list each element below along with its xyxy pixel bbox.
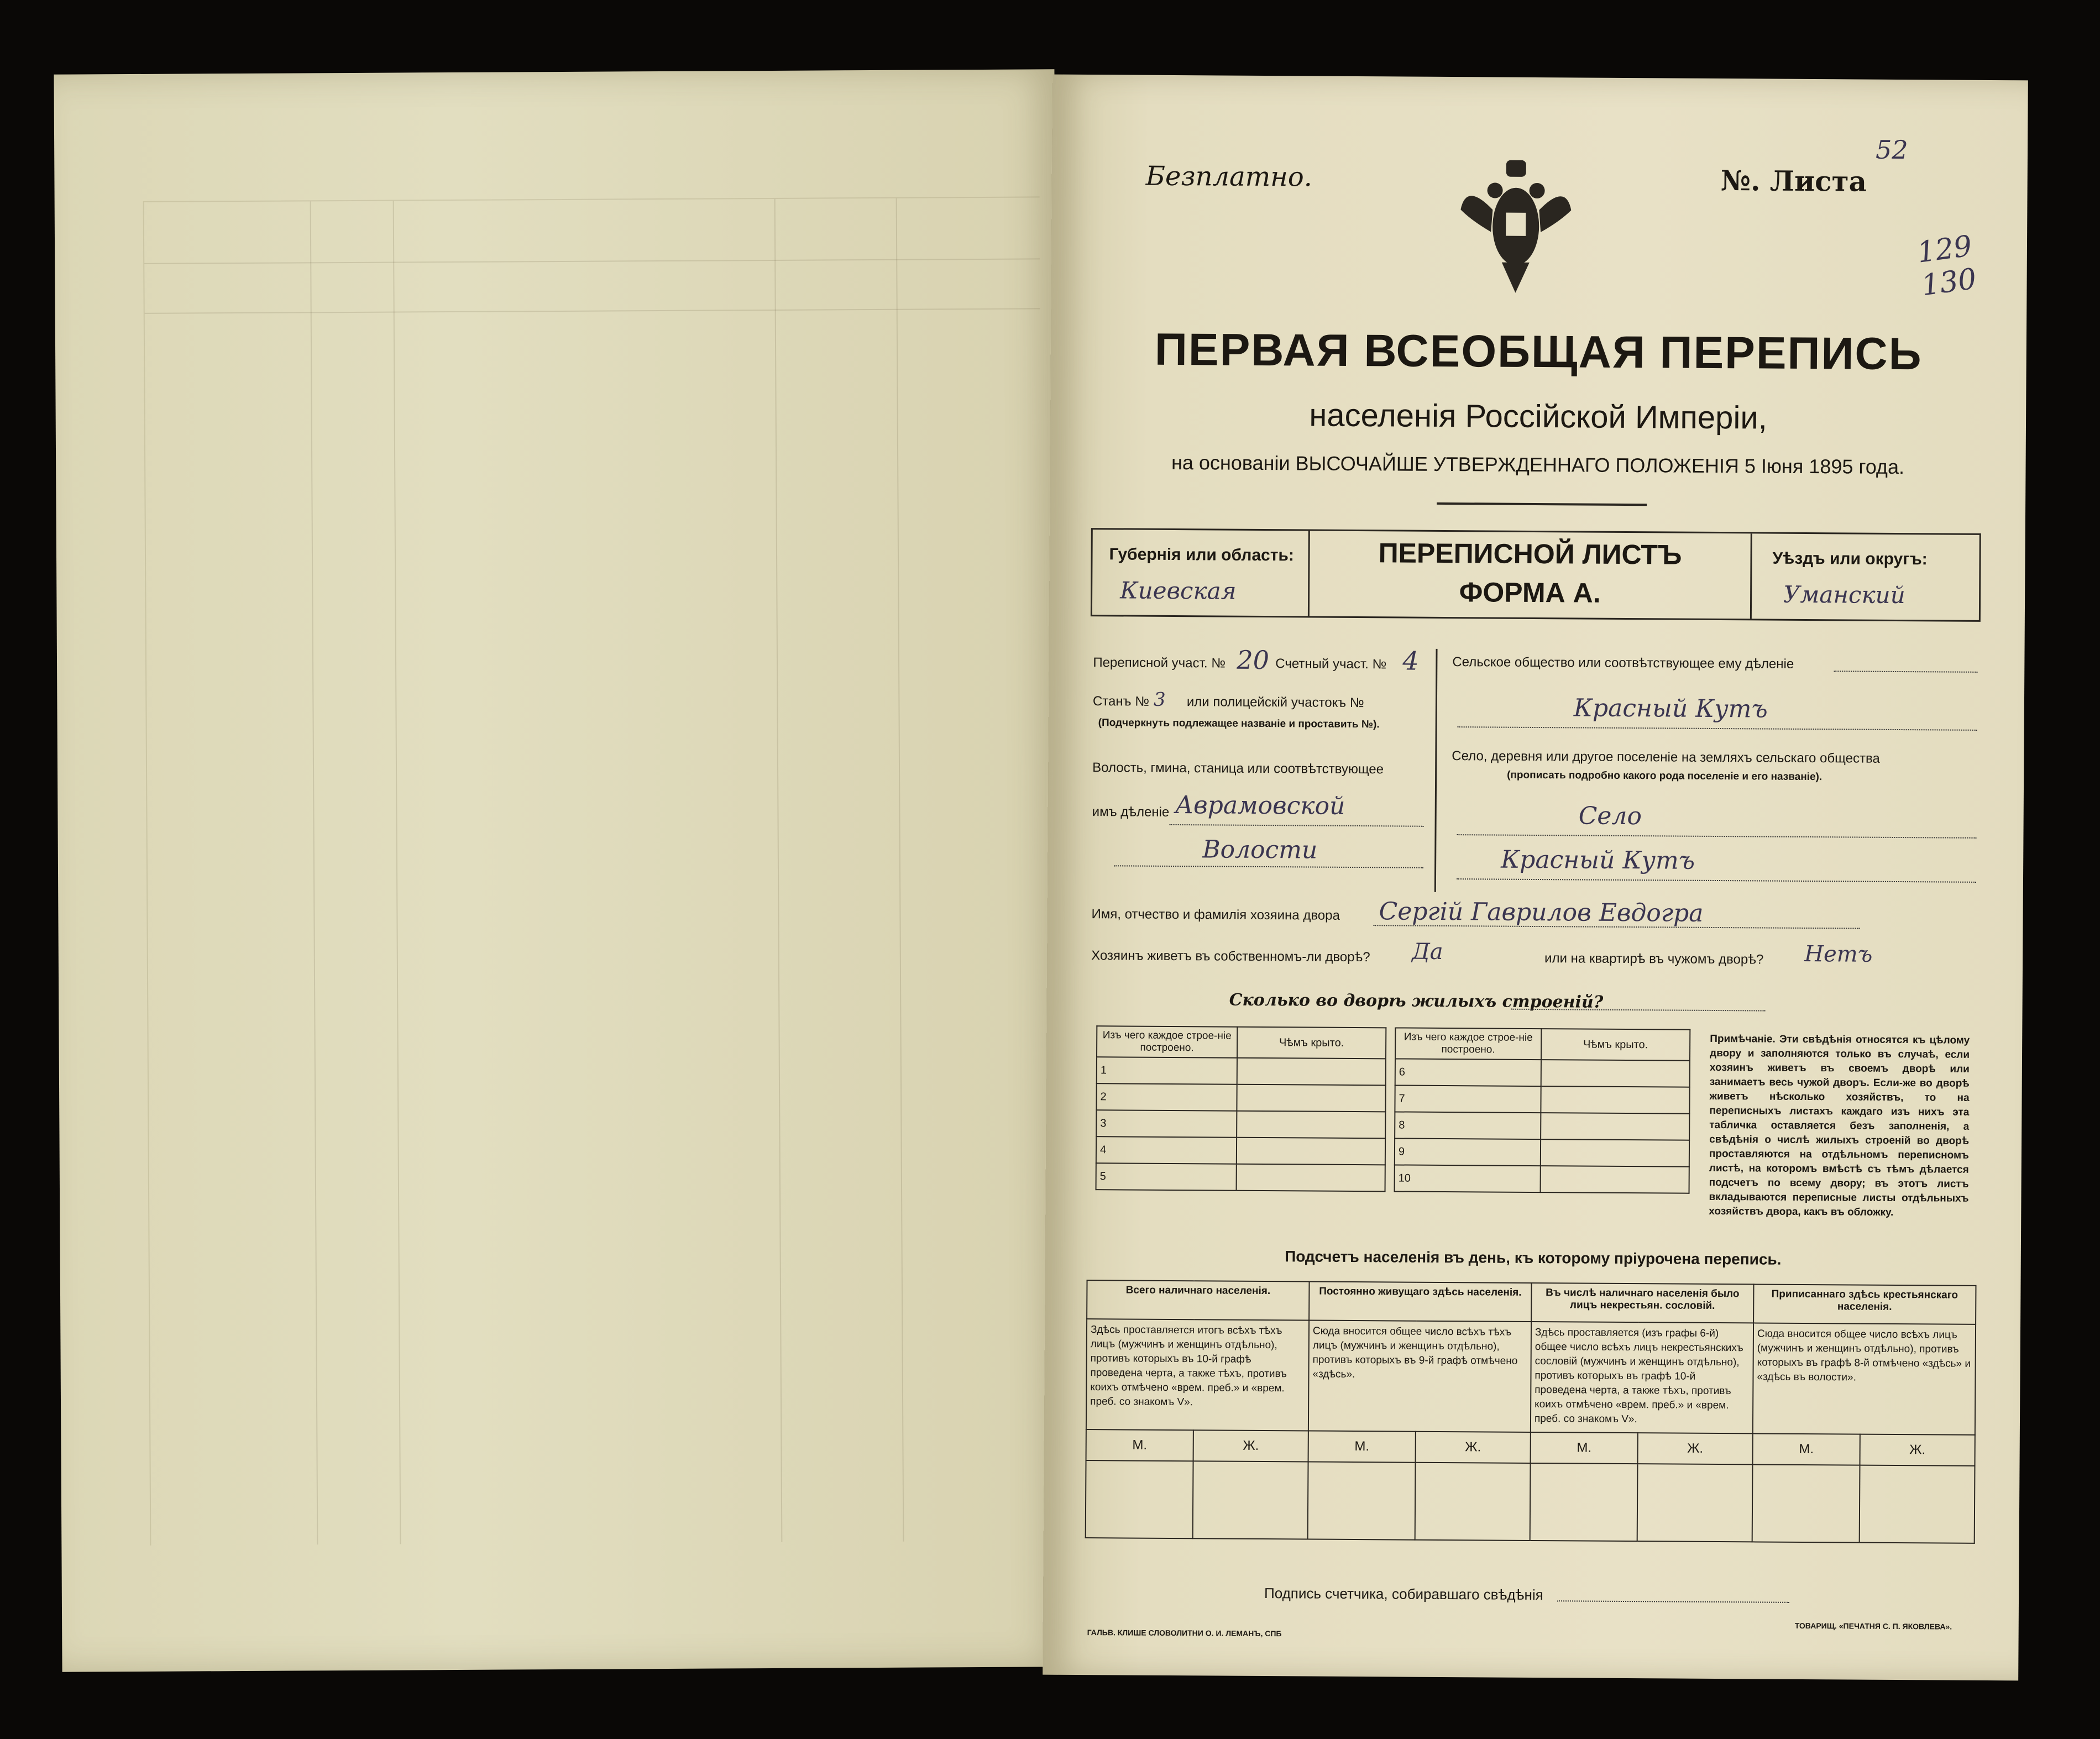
owner-value: Сергій Гаврилов Евдогра	[1379, 897, 1704, 928]
m-header: М.	[1530, 1432, 1638, 1464]
col-roof-header: Чѣмъ крыто.	[1541, 1029, 1690, 1061]
footer-left: ГАЛЬВ. КЛИШЕ СЛОВОЛИТНИ О. И. ЛЕМАНЪ, СПБ	[1087, 1628, 1282, 1638]
form-header-box	[1091, 528, 1981, 622]
underline-note: (Подчеркнуть подлежащее названіе и проставить №).	[1098, 717, 1380, 731]
zh-header: Ж.	[1638, 1433, 1753, 1464]
double-headed-eagle-icon	[1460, 160, 1571, 293]
selo-note: (прописать подробно какого рода поселеніе и его названіе).	[1507, 769, 1823, 783]
m-header: М.	[1086, 1429, 1194, 1461]
rent-label: или на квартирѣ въ чужомъ дворѣ?	[1544, 951, 1764, 967]
table-row: 5	[1096, 1163, 1237, 1191]
left-page	[54, 69, 1062, 1672]
pop-col-4-desc: Сюда вносится общее число всѣхъ лицъ (мужчинъ и женщинъ отдѣльно), противъ которыхъ въ графѣ 8-й отмѣчено «здѣсь» и «здѣсь въ волости».	[1753, 1323, 1976, 1434]
police-label: или полицейскій участокъ №	[1186, 694, 1364, 711]
rent-value: Нетъ	[1804, 941, 1873, 967]
table-row: 9	[1395, 1138, 1541, 1166]
table-row: 8	[1395, 1112, 1541, 1139]
table-row: 1	[1097, 1057, 1237, 1085]
volost-label: Волость, гмина, станица или соотвѣтствующее	[1092, 760, 1384, 777]
population-heading: Подсчетъ населенія въ день, къ которому пріурочена перепись.	[1285, 1248, 1782, 1268]
owner-label: Имя, отчество и фамилія хозяина двора	[1091, 907, 1340, 923]
population-table	[1085, 1280, 1977, 1544]
pop-col-2-title: Постоянно живущаго здѣсь населенія.	[1309, 1282, 1531, 1322]
page-title: ПЕРВАЯ ВСЕОБЩАЯ ПЕРЕПИСЬ	[1154, 324, 1923, 380]
pop-col-3-title: Въ числѣ наличнаго населенія было лицъ некрестьян. сословій.	[1531, 1283, 1753, 1323]
schet-uchast-label: Счетный участ. №	[1275, 656, 1387, 672]
table-row: 2	[1096, 1083, 1237, 1111]
uezd-value: Уманский	[1783, 580, 1905, 609]
selo-value-2: Красный Кутъ	[1501, 845, 1695, 875]
col-roof-header: Чѣмъ крыто.	[1237, 1027, 1386, 1059]
zh-header: Ж.	[1416, 1432, 1531, 1463]
zh-header: Ж.	[1193, 1430, 1308, 1462]
sheet-number-value: 52	[1875, 134, 1908, 165]
note-text: Примѣчаніе. Эти свѣдѣнія относятся къ цѣлому двору и заполняются только въ случаѣ, если хозяинъ живетъ въ своемъ дворѣ или занимаетъ весь чужой дворъ. Если-же во дворѣ живетъ нѣсколько хозяйствъ, то на переписныхъ листахъ каждаго изъ нихъ эта табличка оставляется безъ заполненія, а свѣдѣнія о числѣ жилыхъ строеній во дворѣ проставляются на отдѣльномъ переписномъ листѣ, на которомъ вмѣстѣ съ тѣмъ дѣлается подсчетъ по всему двору; въ этотъ листъ вкладываются переписные листы отдѣльныхъ хозяйствъ двора, какъ въ обложку.	[1709, 1033, 1970, 1218]
selo-label: Село, деревня или другое поселеніе на земляхъ сельскаго общества	[1452, 748, 1880, 766]
col-made-header: Изъ чего каждое строе-ніе построено.	[1097, 1026, 1237, 1058]
uezd-label: Уѣздъ или округъ:	[1772, 549, 1928, 569]
basis-line: на основаніи ВЫСОЧАЙШЕ УТВЕРЖДЕННАГО ПОЛОЖЕНІЯ 5 Іюня 1895 года.	[1171, 451, 1905, 479]
ornament-divider	[1437, 502, 1647, 506]
table-row: 7	[1395, 1085, 1541, 1113]
page-subtitle: населенія Россійской Имперіи,	[1309, 397, 1768, 436]
census-form-page	[1043, 75, 2028, 1681]
table-row: 10	[1395, 1165, 1541, 1192]
pop-col-2-desc: Сюда вносится общее число всѣхъ тѣхъ лицъ (мужчинъ и женщинъ отдѣльно), противъ которыхъ въ 9-й графѣ отмѣчено «здѣсь».	[1308, 1321, 1531, 1432]
stan-value: 3	[1153, 688, 1166, 711]
footer-right: ТОВАРИЩ. «ПЕЧАТНЯ С. П. ЯКОВЛЕВА».	[1794, 1621, 1952, 1631]
schet-uchast-value: 4	[1402, 646, 1419, 676]
selo-value: Село	[1578, 802, 1642, 831]
pop-col-3-desc: Здѣсь проставляется (изъ графы 6-й) общее число всѣхъ лицъ некрестьянскихъ сословій (мужчинъ и женщинъ отдѣльно), противъ которыхъ въ графѣ 10-й проведена черта, а также тѣхъ, противъ коихъ отмѣчено «врем. преб.» и «врем. преб. со знакомъ V».	[1531, 1322, 1753, 1433]
selsk-label: Сельское общество или соотвѣтствующее ему дѣленіе	[1452, 654, 1794, 672]
table-row: 3	[1096, 1110, 1237, 1138]
pop-col-1-desc: Здѣсь проставляется итогъ всѣхъ тѣхъ лицъ (мужчинъ и женщинъ отдѣльно), противъ которыхъ въ 10-й графѣ проведена черта, а также тѣхъ, противъ коихъ отмѣчено «врем. преб.» и «врем. преб. со знакомъ V».	[1086, 1319, 1309, 1431]
bleed-through-grid	[143, 196, 1047, 1545]
perepis-uchast-value: 20	[1237, 645, 1270, 675]
table-row: 4	[1096, 1136, 1237, 1164]
selsk-value: Красный Кутъ	[1573, 694, 1768, 724]
lives-label: Хозяинъ живетъ въ собственномъ-ли дворѣ?	[1091, 948, 1370, 965]
how-many-label: Сколько во дворѣ жилыхъ строеній?	[1229, 990, 1604, 1012]
volost-value: Аврамовской	[1175, 791, 1345, 820]
m-header: М.	[1752, 1433, 1860, 1465]
m-header: М.	[1308, 1431, 1416, 1463]
perepis-uchast-label: Переписной участ. №	[1093, 655, 1226, 671]
table-row: 6	[1395, 1059, 1541, 1086]
sheet-number-corner: 129 130	[1915, 229, 1979, 303]
volost-value-2: Волости	[1202, 835, 1318, 865]
sheet-number-label: №. Листа	[1720, 164, 1867, 198]
im-delenie-label: имъ дѣленіе	[1092, 804, 1170, 820]
stan-label: Станъ №	[1092, 694, 1150, 709]
buildings-table-left	[1096, 1025, 1387, 1192]
signature-label: Подпись счетчика, собиравшаго свѣдѣнія	[1264, 1585, 1543, 1604]
col-made-header: Изъ чего каждое строе-ніе построено.	[1395, 1028, 1541, 1060]
gubernia-label: Губернія или область:	[1109, 545, 1294, 565]
gubernia-value: Киевская	[1120, 577, 1237, 605]
buildings-table-right	[1394, 1027, 1691, 1193]
pop-col-4-title: Приписаннаго здѣсь крестьянскаго населенія.	[1753, 1284, 1976, 1324]
zh-header: Ж.	[1860, 1434, 1975, 1466]
pop-col-1-title: Всего наличнаго населенія.	[1087, 1280, 1309, 1320]
form-name: ФОРМА А.	[1459, 577, 1601, 609]
free-label: Безплатно.	[1145, 160, 1313, 193]
list-title: ПЕРЕПИСНОЙ ЛИСТЪ	[1378, 537, 1682, 570]
lives-value: Да	[1412, 939, 1443, 965]
